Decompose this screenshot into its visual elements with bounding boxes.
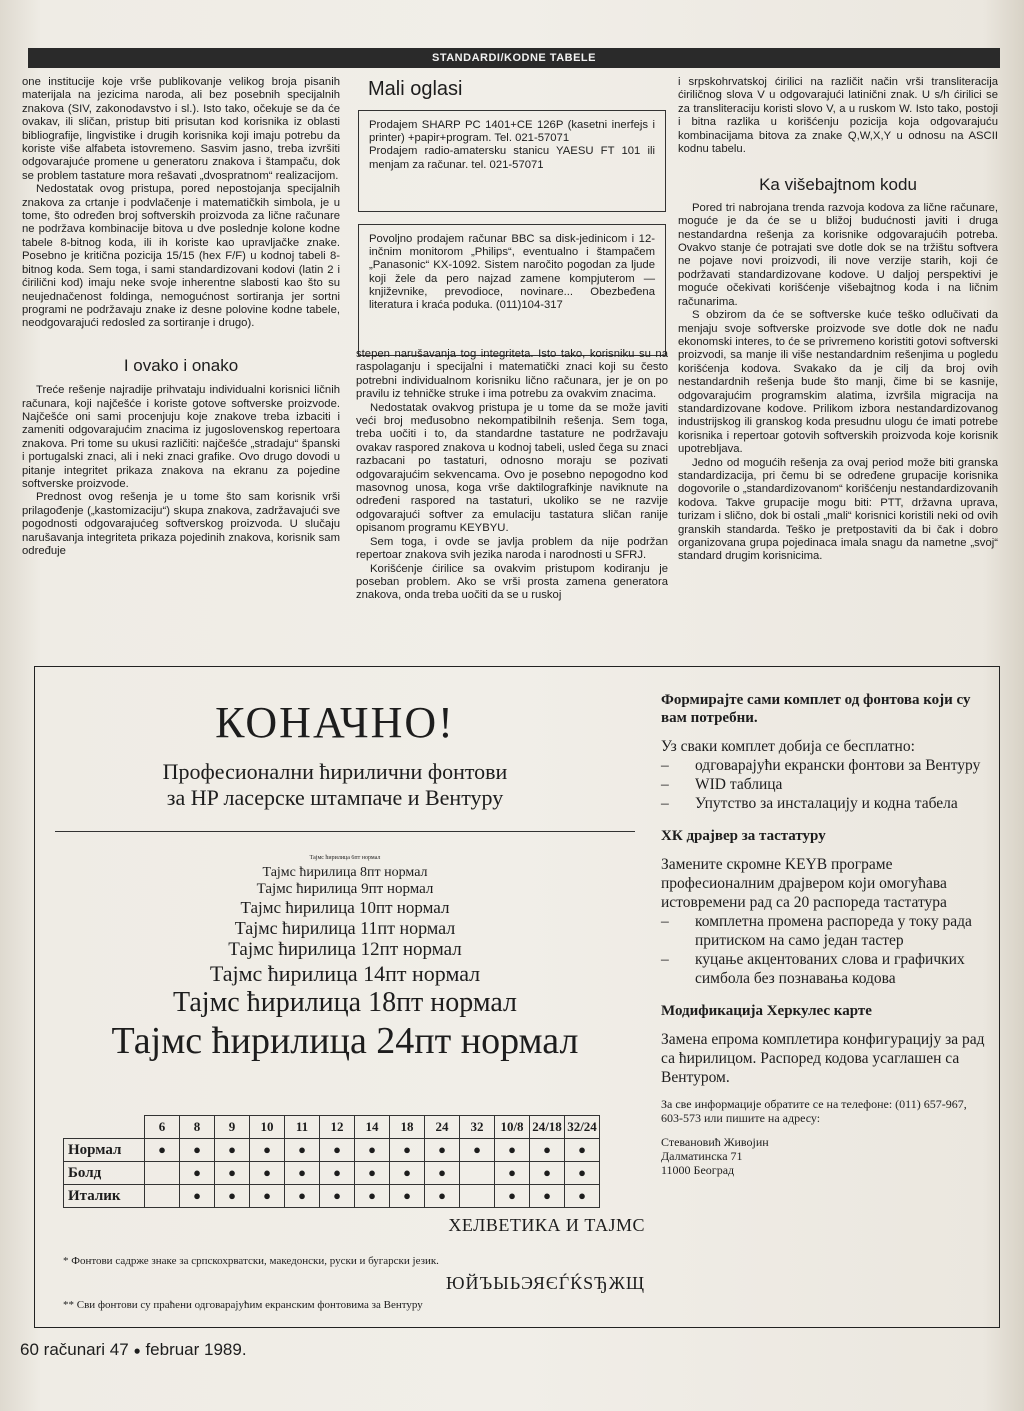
classified-ad: Prodajem SHARP PC 1401+CE 126P (kasetni inerfejs i printer) +papir+program. Tel. 021-57071 (369, 119, 655, 145)
font-sample-14pt: Тајмс ћирилица 14пт нормал (209, 961, 481, 986)
table-cell: ● (215, 1185, 250, 1208)
table-cell: ● (425, 1162, 460, 1185)
table-row (64, 1162, 600, 1185)
table-cell: ● (565, 1139, 600, 1162)
table-size-header: 12 (320, 1116, 355, 1139)
special-characters: ЮЙЪЫЬЭЯЄЃЌЅЂЖЩ (445, 1273, 645, 1293)
table-cell: ● (320, 1162, 355, 1185)
classified-ad: Prodajem radio-amatersku stanicu YAESU FT 101 ili menjam za računar. tel. 021-57071 (369, 145, 655, 171)
magazine-name: računari 47 (43, 1340, 129, 1359)
font-sample-18pt: Тајмс ћирилица 18пт нормал (172, 987, 518, 1018)
table-header-row (64, 1116, 600, 1139)
paragraph: i srpskohrvatskoj ćirilici na različit način vrši transliteracija ćiriličnog slova V u odgovarajući latinični znak. U s/h ćirilici se za transliteraciju koristi slovo V, a u ruskom W. Isto tako, postoji i bitna razlika u korišćenju pozicija koja odgovarajuću kombinacijama bitova za znake Q,W,X,Y u odnosu na ASCII kodnu tabelu. (678, 76, 998, 156)
table-cell: ● (285, 1185, 320, 1208)
section-heading: I ovako i onako (123, 355, 239, 375)
font-sample-8pt: Тајмс ћирилица 8пт нормал (262, 865, 428, 880)
contact-city: 11000 Београд (661, 1163, 735, 1177)
feature-list-text: Упутство за инсталацију и кодна табела (695, 795, 958, 812)
footnote: ** Сви фонтови су праћени одговарајућим екранским фонтовима за Вентуру (63, 1299, 423, 1311)
table-row-label: Нормал (64, 1139, 145, 1162)
divider (55, 831, 635, 832)
section-header: STANDARDI/KODNE TABELE (28, 48, 1000, 68)
bullet-icon: ● (133, 1343, 141, 1358)
classified-ad: Povoljno prodajem računar BBC sa disk-jedinicom i 12-inčnim monitorom „Philips“, eventualno i štampačem „Panasonic“ KX-1092. Sistem naročito pogodan za ljude koji žele da pero najzad zamene kompjuterom — književnike, prevodioce, novinare... Obezbeđena literatura i kraća poduka. (011)104-317 (369, 233, 655, 312)
footnote: * Фонтови садрже знаке за српскохрватски, македонски, руски и бугарски језик. (63, 1255, 439, 1267)
table-cell: ● (495, 1139, 530, 1162)
table-row-label: Болд (64, 1162, 145, 1185)
table-cell: ● (355, 1185, 390, 1208)
dash-icon: – (661, 757, 669, 774)
table-cell: ● (250, 1185, 285, 1208)
paragraph: Treće rešenje najradije prihvataju individualni korisnici ličnih računara, koji najčešće i koriste gotove softverske proizvode. Najčešće oni sami procenjuju koje znakove treba izbaciti i zameniti odgovarajućim znacima iz jugoslovenskog repertoara znakova. Pri tome su ukusi različiti: najčešće „stradaju“ španski i portugalski znaci, ali i neki znaci grafike. Ovo drugo dovodi u pitanje integritet prikaza znakova na ekranu za pojedine softverske proizvode. (22, 384, 340, 490)
table-row-label: Италик (64, 1185, 145, 1208)
table-size-header: 32/24 (565, 1116, 600, 1139)
feature-heading: Формирајте сами комплет од фонтова који су вам потребни. (661, 692, 971, 726)
font-sample-12pt: Тајмс ћирилица 12пт нормал (228, 939, 462, 960)
table-cell: ● (180, 1162, 215, 1185)
table-row (64, 1185, 600, 1208)
column-1 (22, 76, 340, 658)
classified-ad-box-1 (358, 110, 666, 212)
paragraph: Jedno od mogućih rešenja za ovaj period može biti granska standardizacija, pri čemu bi se određene grupacije korisnika dogovorile o „standardizovanom“ korišćenju nestandardizovanih kodova. Takve grupacije mogu biti: PTT, državna uprava, turizam i slično, dok bi ostali „mali“ korisnici koristili neki od ovih granskih standarda. Teško je pretpostaviti da bi čak i dobro organizovana grupa pojedinaca imala snagu da nametne „svoj“ standard drugim korisnicima. (678, 456, 998, 563)
feature-list-item (661, 775, 991, 794)
table-cell: ● (390, 1185, 425, 1208)
table-cell: ● (180, 1185, 215, 1208)
table-cell: ● (425, 1139, 460, 1162)
feature-text: Замените скромне KEYB програме професионалним драјвером који омогућава истовремени рад са 20 распореда тастатура (661, 856, 947, 911)
table-cell: ● (390, 1162, 425, 1185)
paragraph: Pored tri nabrojana trenda razvoja kodova za lične računare, moguće je da će se u bližoj budućnosti javiti i druga nestandardna rešenja za korisnike odgovarajućih potreba. Ovakvo stanje će potrajati sve dotle dok se na tržištu softvera ne pojave novi proizvodi, ili nove verzije starih, koji će podržavati standardizovane kodove. U daljoj perspektivi je moguće očekivati korišćenje višebajtnog koda i na ličnim računarima. (678, 201, 998, 308)
font-sample-9pt: Тајмс ћирилица 9пт нормал (256, 881, 434, 897)
font-advertisement (34, 666, 1000, 1328)
feature-list-item (661, 912, 991, 950)
ad-subtitle (75, 759, 595, 811)
feature-list-text: WID таблица (695, 776, 783, 793)
table-cell: ● (355, 1139, 390, 1162)
table-cell: ● (250, 1162, 285, 1185)
table-cell: ● (565, 1185, 600, 1208)
table-size-header: 6 (145, 1116, 180, 1139)
classified-ad-box-2 (358, 224, 666, 356)
table-cell (460, 1185, 495, 1208)
paragraph: Sem toga, i ovde se javlja problem da nije podržan repertoar znakova svih jezika naroda i narodnosti u SFRJ. (356, 535, 668, 562)
dash-icon: – (661, 776, 669, 793)
feature-text: Уз сваки комплет добија се бесплатно: (661, 738, 915, 755)
feature-heading: ХК драјвер за тастатуру (661, 828, 826, 844)
table-size-header: 8 (180, 1116, 215, 1139)
paragraph: Nedostatak ovog pristupa, pored nepostojanja specijalnih znakova za crtanje i podvlačenje i matematičkih simbola, je u tome, što određen broj softverskih proizvoda za lične računare ne podržava kombinacije bitova u dve poslednje kolone kodne tabele 8-bitnog koda, ili ih koriste kao upravljačke znake. Posebno je kritična pozicija 15/15 (hex F/F) u kodnoj tabeli 8-bitnog koda. Sem toga, i sami standardizovani kodovi (latin 2 i ćirilični kod) imaju neke svoje inherentne slabosti kao što su neujednačenost foldinga, nemogućnost sortiranja jer sortni programi ne podržavaju znake iz desne polovine kodne tabele, neodgovarajući redosled za sortiranje i drugo). (22, 183, 340, 330)
font-sample-11pt: Тајмс ћирилица 11пт нормал (234, 918, 456, 938)
table-cell: ● (460, 1139, 495, 1162)
table-size-header: 24/18 (530, 1116, 565, 1139)
feature-heading: Модификација Херкулес карте (661, 1003, 872, 1019)
paragraph: stepen narušavanja tog integriteta. Isto tako, korisniku su na raspolaganju i specijalni i matematički znaci koji su često potrebni individualnom korisniku lično računara, jer je on po pravilu iz tehničke struke i ima potrebu za ovakvim znacima. (356, 348, 668, 401)
section-heading: Ka višebajtnom kodu (759, 175, 917, 195)
page-number: 60 (20, 1340, 39, 1359)
issue-date: februar 1989. (145, 1340, 247, 1359)
contact-name: Стевановић Живојин (661, 1135, 769, 1149)
dash-icon: – (661, 795, 669, 812)
table-cell: ● (285, 1162, 320, 1185)
table-size-header: 14 (355, 1116, 390, 1139)
feature-list-item (661, 756, 991, 775)
table-cell: ● (495, 1185, 530, 1208)
table-cell: ● (425, 1185, 460, 1208)
column-2 (356, 348, 668, 660)
table-cell: ● (530, 1185, 565, 1208)
feature-list (661, 756, 991, 813)
table-corner (64, 1116, 145, 1139)
table-row (64, 1139, 600, 1162)
feature-list-text: одговарајући екрански фонтови за Вентуру (695, 757, 981, 774)
paragraph: Prednost ovog rešenja je u tome što sam korisnik vrši prilagođenje („kastomizaciju“) skupa znakova, zadržavajući sve pogodnosti odgovarajućeg softverskog proizvoda. U slučaju narušavanja integriteta prikaza pojedinih znakova, korisnik sam određuje (22, 491, 340, 557)
table-cell (145, 1162, 180, 1185)
table-cell: ● (390, 1139, 425, 1162)
table-cell: ● (565, 1162, 600, 1185)
font-sample-24pt: Тајмс ћирилица 24пт нормал (111, 1020, 579, 1062)
feature-text: Замена епрома комплетира конфигурацију за рад са ћирилицом. Распоред кодова усаглашен са Вентуром. (661, 1031, 985, 1086)
font-sample-10pt: Тајмс ћирилица 10пт нормал (240, 898, 450, 917)
table-size-header: 32 (460, 1116, 495, 1139)
dash-icon: – (661, 913, 669, 930)
feature-list-item (661, 950, 991, 988)
contact-line: За све информације обратите се на телефоне: (011) 657-967, 603-573 или пишите на адресу: (661, 1097, 967, 1125)
contact-street: Далматинска 71 (661, 1149, 743, 1163)
feature-list-text: куцање акцентованих слова и графичких симбола без познавања кодова (695, 951, 965, 987)
feature-list-text: комплетна промена распореда у току рада притиском на само један тастер (695, 913, 972, 949)
table-cell (460, 1162, 495, 1185)
table-cell: ● (285, 1139, 320, 1162)
ad-subtitle-line: Професионални ћирилични фонтови (162, 759, 508, 784)
table-size-header: 10/8 (495, 1116, 530, 1139)
page-footer (20, 1340, 247, 1360)
table-cell: ● (250, 1139, 285, 1162)
ad-subtitle-line: за HP ласерске штампаче и Вентуру (166, 785, 504, 810)
font-samples (55, 855, 635, 1063)
table-cell: ● (495, 1162, 530, 1185)
dash-icon: – (661, 951, 669, 968)
ad-title: КОНАЧНО! (215, 698, 455, 747)
classifieds-title: Mali oglasi (368, 78, 463, 100)
paragraph: S obzirom da će se softverske kuće teško odlučivati da menjaju svoje softverske proizvode sve dotle dok ne nađu ekonomski interes, to će se privremeno koristiti gotovi softverski proizvodi, sa manje ili više nestandardnim rešenjima u pogledu korišćenja kodova. Svakako da je cilj da broj ovih nestandardnih rešenja bude što manji, čime bi se kasnije, odgovarajućim programskim alatima, izvršila migracija na standardizovane kodove. Prilikom izbora nestandardizovanog industrijskog ili granskog koda presudnu ulogu će imati potrebe korisnika i repertoar gotovih softverskih proizvoda koje korisnik upotrebljava. (678, 309, 998, 456)
font-sample-6pt: Тајмс ћирилица 6пт нормал (309, 855, 381, 861)
ad-features (661, 691, 991, 1177)
paragraph: Nedostatak ovakvog pristupa je u tome da se može javiti veći broj međusobno nekompatibilnih rešenja. Sem toga, treba uočiti i to, da standardne tastature ne podržavaju ovakav raspored znakova u kodnoj tabeli, usled čega su znaci razbacani po tastaturi, odnosno moraju se pozivati odgovarajućim sekvencama. Ovo je posebno nepogodno kod masovnog unosa, koga vrše daktilografkinje naviknute na određeni raspored na tastaturi, ukoliko se ne razvije odgovarajući softver za emulaciju tastatura sličan ranije opisanom programu KEYBYU. (356, 401, 668, 535)
table-size-header: 11 (285, 1116, 320, 1139)
table-size-header: 10 (250, 1116, 285, 1139)
paragraph: one institucije koje vrše publikovanje velikog broja pisanih materijala na jezicima naroda, ali bez posebnih specijalnih znakova (SIV, zakonodavstvo i sl.). Isto tako, očekuje se da će ovakav, ili sličan, pristup biti prisutan kod korisnika iz oblasti bibliografije, lingvistike i drugih korisnika koji imaju potrebu da koriste više alfabeta istovremeno. Sasvim jasno, treba izvršiti odgovarajuće promene u generatoru znakova i štampaču, dok se problem tastature mora rešavati „dvospratnom“ realizacijom. (22, 76, 340, 182)
table-size-header: 9 (215, 1116, 250, 1139)
feature-list-item (661, 794, 991, 813)
table-cell: ● (530, 1162, 565, 1185)
table-cell: ● (355, 1162, 390, 1185)
table-cell: ● (215, 1162, 250, 1185)
font-family-names: ХЕЛВЕТИКА И ТАЈМС (448, 1215, 645, 1235)
column-3 (678, 76, 998, 658)
feature-list (661, 912, 991, 988)
table-cell (145, 1185, 180, 1208)
table-size-header: 24 (425, 1116, 460, 1139)
table-cell: ● (180, 1139, 215, 1162)
table-cell: ● (145, 1139, 180, 1162)
table-cell: ● (320, 1139, 355, 1162)
contact-info (661, 1097, 991, 1177)
table-cell: ● (320, 1185, 355, 1208)
paragraph: Korišćenje ćirilice sa ovakvim pristupom kodiranju je poseban problem. Ako se vrši prosta zamena generatora znakova, onda treba uočiti da se u ruskoj (356, 562, 668, 602)
table-size-header: 18 (390, 1116, 425, 1139)
table-cell: ● (530, 1139, 565, 1162)
font-availability-table (63, 1115, 600, 1208)
table-cell: ● (215, 1139, 250, 1162)
